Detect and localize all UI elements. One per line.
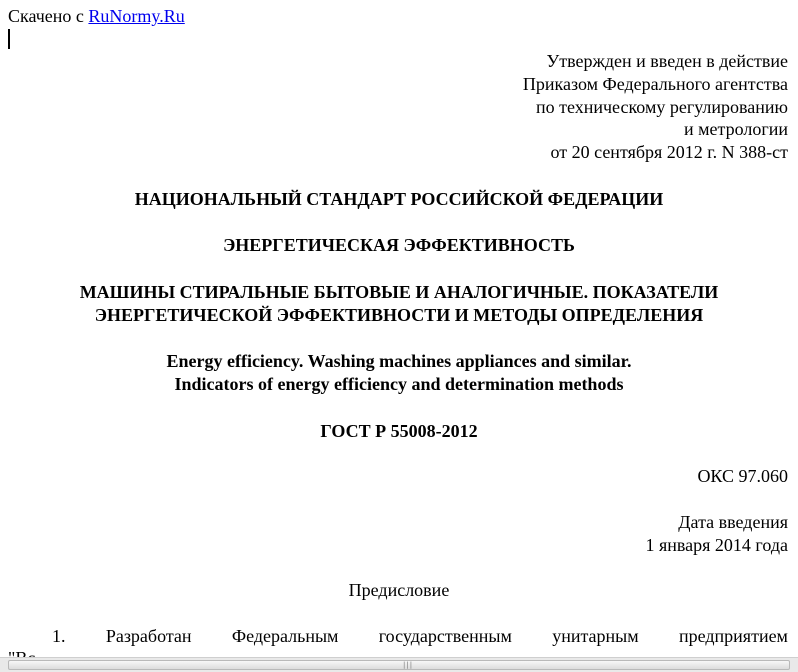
approval-line: Приказом Федерального агентства: [522, 73, 788, 94]
paragraph-word: Федеральным: [231, 626, 339, 646]
paragraph-word: Разработан: [105, 626, 192, 646]
source-line: [8, 5, 185, 27]
title-line-2: ЭНЕРГЕТИЧЕСКОЙ ЭФФЕКТИВНОСТИ И МЕТОДЫ ОПРЕДЕЛЕНИЯ: [94, 305, 704, 325]
paragraph-1: [52, 625, 788, 647]
scrollbar-thumb[interactable]: [8, 660, 790, 670]
source-prefix: Скачено с: [8, 6, 89, 26]
subject-heading: ЭНЕРГЕТИЧЕСКАЯ ЭФФЕКТИВНОСТЬ: [223, 235, 575, 255]
approval-line: Утвержден и введен в действие: [546, 51, 788, 71]
text-cursor: [8, 29, 10, 49]
english-title-line-2: Indicators of energy efficiency and determination methods: [174, 374, 624, 394]
paragraph-word: предприятием: [678, 626, 788, 646]
gost-number: ГОСТ Р 55008-2012: [320, 421, 478, 441]
approval-line: и метрологии: [684, 119, 788, 140]
approval-line: по техническому регулированию: [535, 96, 788, 117]
paragraph-number: 1.: [52, 626, 66, 646]
standard-type-heading: НАЦИОНАЛЬНЫЙ СТАНДАРТ РОССИЙСКОЙ ФЕДЕРАЦИИ: [134, 189, 664, 209]
oks-code: ОКС 97.060: [697, 466, 788, 486]
introduction-date: 1 января 2014 года: [645, 535, 788, 555]
grip-icon: |||: [403, 661, 414, 669]
horizontal-scrollbar[interactable]: [0, 657, 798, 672]
approval-line: от 20 сентября 2012 г. N 388-ст: [550, 142, 788, 163]
paragraph-word: унитарным: [552, 626, 639, 646]
title-line-1: МАШИНЫ СТИРАЛЬНЫЕ БЫТОВЫЕ И АНАЛОГИЧНЫЕ. ПОКАЗАТЕЛИ: [79, 282, 719, 302]
runormy-link[interactable]: RuNormy.Ru: [88, 6, 185, 26]
preface-heading: Предисловие: [348, 580, 450, 600]
english-title-line-1: Energy efficiency. Washing machines appliances and similar.: [166, 351, 632, 371]
approval-block: [523, 50, 788, 164]
introduction-label: Дата введения: [678, 512, 788, 532]
paragraph-word: государственным: [378, 626, 512, 646]
